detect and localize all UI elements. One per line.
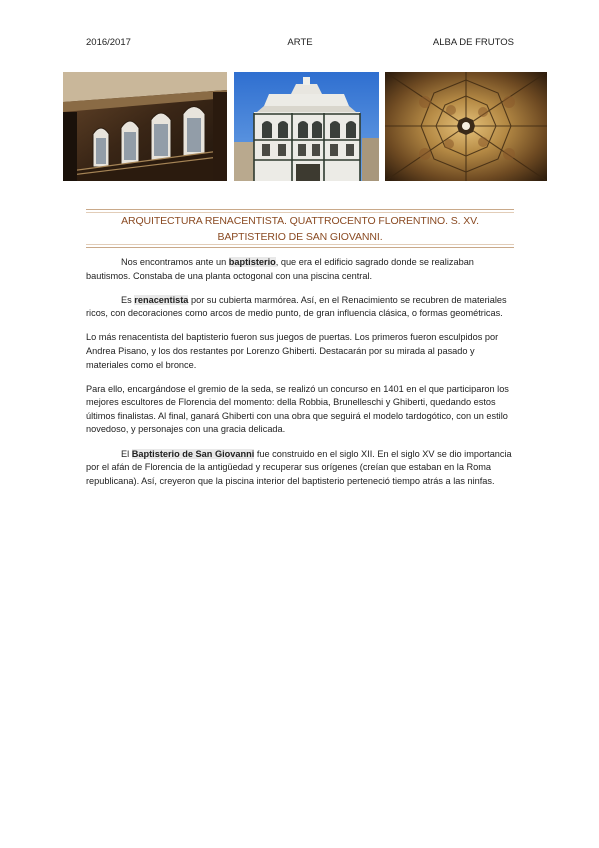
paragraph-5-text-start: El bbox=[121, 448, 132, 459]
paragraph-1-text-start: Nos encontramos ante un bbox=[121, 257, 229, 267]
paragraph-2-text-start: Es bbox=[121, 294, 135, 305]
term-baptisterio: baptisterio bbox=[228, 257, 276, 267]
document-title: ARQUITECTURA RENACENTISTA. QUATTROCENTO FLORENTINO. S. XV. BAPTISTERIO DE SAN GIOVANNI. bbox=[86, 209, 514, 248]
paragraph-5 bbox=[86, 448, 514, 489]
document-body bbox=[86, 256, 514, 499]
baptistery-interior-arches-photo bbox=[63, 72, 227, 181]
paragraph-5-text-end: fue construido en el siglo XII. En el siglo XV se dio importancia por el afán de Florencia de la antigüedad y recuperar sus orígenes (creían que estaban en la Roma republicana). Así, creyeron que la piscina interior del baptisterio perteneció tiempo atrás a las ninfas. bbox=[86, 448, 512, 486]
paragraph-1-text-end: , que era el edificio sagrado donde se realizaban bautismos. Constaba de una planta octogonal con una piscina central. bbox=[86, 257, 474, 281]
term-baptisterio-san-giovanni: Baptisterio de San Giovanni bbox=[131, 448, 255, 459]
header-year: 2016/2017 bbox=[86, 37, 131, 48]
header-author: ALBA DE FRUTOS bbox=[432, 37, 514, 48]
paragraph-4: Para ello, encargándose el gremio de la seda, se realizó un concurso en 1401 en el que participaron los mejores escultores de Florencia del momento: della Robbia, Brunelleschi y Ghiberti, quedando estos últimos finalistas. Al final, ganará Ghiberti con una obra que seguirá el modelo tardogótico, con un estilo novedoso, y personajes con una gracia delicada. bbox=[86, 383, 509, 435]
paragraph-2 bbox=[86, 294, 514, 321]
term-renacentista: renacentista bbox=[134, 294, 189, 305]
baptistery-dome-mosaic-photo bbox=[385, 72, 547, 181]
paragraph-2-text-end: por su cubierta marmórea. Así, en el Renacimiento se recubren de materiales ricos, con decoraciones como arcos de medio punto, de gran influencia clásica, o formas geométricas. bbox=[86, 294, 507, 319]
baptistery-exterior-photo bbox=[234, 72, 379, 181]
paragraph-1 bbox=[86, 256, 514, 283]
page-header bbox=[86, 37, 514, 51]
header-subject: ARTE bbox=[287, 37, 313, 48]
paragraph-3: Lo más renacentista del baptisterio fueron sus juegos de puertas. Los primeros fueron esculpidos por Andrea Pisano, y los dos restantes por Lorenzo Ghiberti. Destacarán por su mirada al pasado y materiales como el bronce. bbox=[86, 332, 499, 370]
